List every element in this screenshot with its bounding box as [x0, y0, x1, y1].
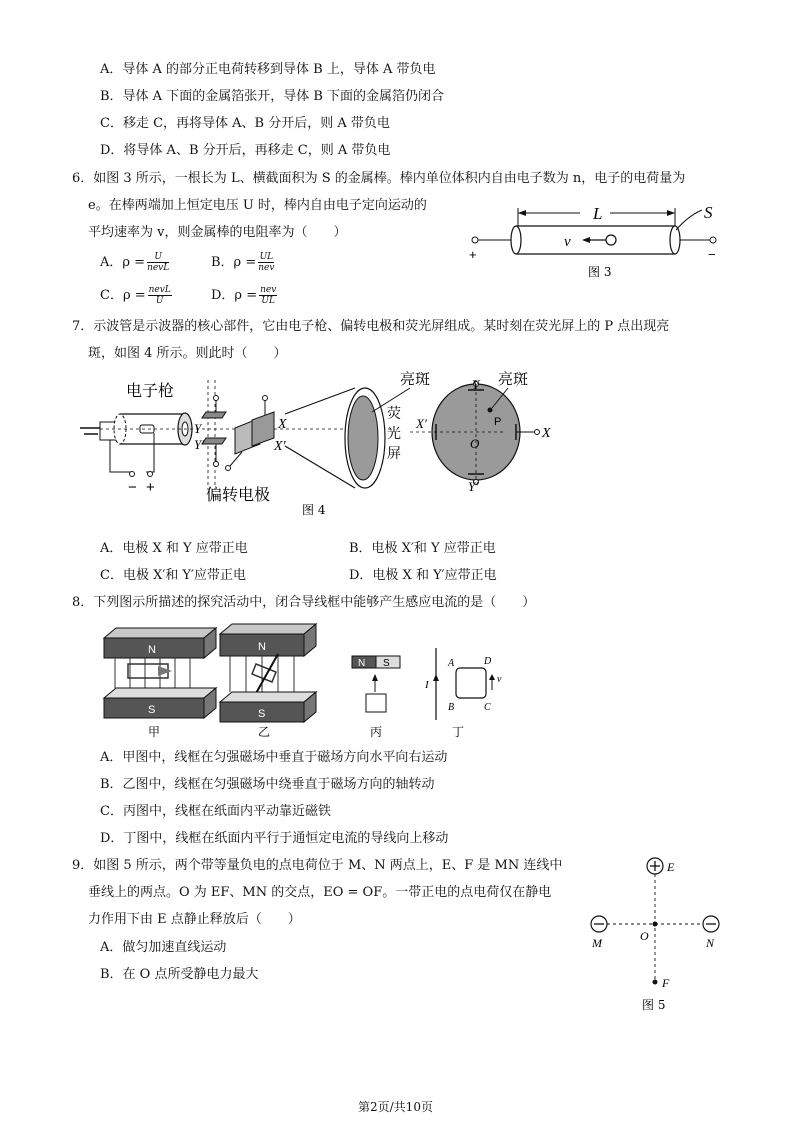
fig4-label-x-plate: X: [278, 417, 287, 432]
q8-option-b: B．乙图中，线框在匀强磁场中绕垂直于磁场方向的轴转动: [100, 777, 435, 792]
q6-stem-line2: e。在棒两端加上恒定电压 U 时，棒内自由电子定向运动的: [88, 198, 427, 213]
fig5-label-o: O: [640, 929, 649, 943]
fig4-label-xp-screen: X′: [416, 416, 427, 431]
q6-stem-line3: 平均速率为 v，则金属棒的电阻率为（ ）: [88, 225, 347, 240]
q8-option-d: D．丁图中，线框在纸面内平行于通恒定电流的导线向上移动: [100, 831, 449, 846]
q9-stem-line3: 力作用下由 E 点静止释放后（ ）: [88, 912, 301, 927]
svg-text:I: I: [425, 679, 429, 691]
fig4-label-o: O: [470, 436, 480, 451]
q8-stem: 8．下列图示所描述的探究活动中，闭合导线框中能够产生感应电流的是（ ）: [72, 595, 536, 610]
fig5-label-n: N: [706, 936, 715, 950]
fig4-label-xp-plate: X′: [274, 439, 286, 454]
fig5-label-f: F: [662, 976, 670, 990]
q6-stem-line1: 6．如图 3 所示，一根长为 L、横截面积为 S 的金属棒。棒内单位体积内自由电子数为 n，电子的电荷量为: [72, 171, 686, 186]
svg-text:甲: 甲: [148, 725, 161, 739]
q9-option-a: A．做匀加速直线运动: [100, 940, 227, 955]
svg-text:乙: 乙: [258, 725, 271, 739]
svg-text:B: B: [448, 702, 455, 713]
svg-text:D: D: [484, 656, 492, 667]
q7-option-d: D．电极 X 和 Y′应带正电: [349, 568, 497, 583]
q9-option-b: B．在 O 点所受静电力最大: [100, 967, 259, 982]
q7-option-a: A．电极 X 和 Y 应带正电: [100, 541, 248, 556]
svg-text:N: N: [358, 658, 366, 669]
fig3-label-l: L: [593, 204, 603, 223]
fig3-label-s: S: [704, 203, 713, 222]
q7-stem-line2: 斑，如图 4 所示。则此时（ ）: [88, 346, 287, 361]
q6-option-a: A．ρ = $\frac{U}{\text{nevL}}$: [100, 252, 170, 273]
svg-text:S: S: [258, 708, 266, 720]
svg-text:S: S: [383, 658, 390, 669]
fig4-plus: +: [146, 479, 155, 496]
fig3-minus: −: [708, 247, 716, 262]
svg-text:丙: 丙: [370, 725, 383, 739]
q9-stem-line1: 9．如图 5 所示，两个带等量负电的点电荷位于 M、N 两点上，E、F 是 MN 连线中: [72, 858, 563, 873]
q6-option-b: B．ρ = $\frac{UL}{\text{nev}}$: [211, 252, 275, 273]
fig5-caption: 图 5: [642, 998, 666, 1012]
q7-option-b: B．电极 X′和 Y 应带正电: [349, 541, 496, 556]
fig5-label-m: M: [592, 936, 602, 950]
figure-3-metal-rod: [460, 196, 730, 286]
fig3-caption: 图 3: [588, 265, 612, 279]
fig4-label-yp-screen: Y′: [468, 479, 479, 494]
q8-option-a: A．甲图中，线框在匀强磁场中垂直于磁场方向水平向右运动: [100, 750, 448, 765]
fig4-label-spot1: 亮斑: [400, 370, 431, 388]
q5-option-d: D．将导体 A、B 分开后，再移走 C，则 A 带负电: [100, 143, 391, 158]
fig4-label-p: P: [494, 416, 502, 428]
svg-text:C: C: [484, 702, 491, 713]
q5-option-c: C．移走 C，再将导体 A、B 分开后，则 A 带负电: [100, 116, 390, 131]
q8-option-c: C．丙图中，线框在纸面内平动靠近磁铁: [100, 804, 331, 819]
fig4-label-y-plate: Y: [194, 421, 202, 436]
figure-5-charges: [580, 852, 730, 1022]
q5-option-a: A．导体 A 的部分正电荷转移到导体 B 上，导体 A 带负电: [100, 62, 436, 77]
svg-text:N: N: [148, 644, 156, 656]
page-footer: 第2页/共10页: [358, 1100, 433, 1114]
fig4-label-gun: 电子枪: [126, 381, 175, 400]
figure-4-oscilloscope-tube: [70, 370, 551, 520]
fig4-minus: −: [128, 479, 137, 496]
q6-option-d: D．ρ = $\frac{\text{nev}}{UL}$: [211, 285, 277, 306]
fig3-plus: +: [469, 247, 477, 262]
svg-text:S: S: [148, 704, 156, 716]
q7-option-c: C．电极 X′和 Y′应带正电: [100, 568, 246, 583]
q5-option-b: B．导体 A 下面的金属箔张开，导体 B 下面的金属箔仍闭合: [100, 89, 445, 104]
fig4-label-y-screen: Y: [472, 377, 480, 392]
fig4-label-screen2: 光: [387, 426, 401, 442]
svg-text:A: A: [448, 658, 455, 669]
fig4-caption: 图 4: [302, 503, 326, 517]
fig8-jia: [104, 628, 216, 739]
fig8-bing: [352, 656, 400, 739]
fig4-label-spot2: 亮斑: [498, 370, 529, 388]
svg-text:v: v: [497, 674, 502, 685]
q9-stem-line2: 垂线上的两点。O 为 EF、MN 的交点，EO = OF。一带正电的点电荷仅在静电: [88, 885, 552, 900]
svg-text:丁: 丁: [452, 725, 465, 739]
svg-text:N: N: [258, 641, 266, 653]
q6-option-c: C．ρ = $\frac{\text{nevL}}{U}$: [100, 285, 171, 306]
q7-stem-line1: 7．示波管是示波器的核心部件，它由电子枪、偏转电极和荧光屏组成。某时刻在荧光屏上的 P 点出现亮: [72, 319, 670, 334]
fig4-label-screen3: 屏: [387, 446, 401, 462]
fig5-label-e: E: [667, 860, 675, 874]
fig4-label-screen1: 荧: [387, 406, 401, 422]
fig3-label-v: v: [564, 234, 571, 250]
fig4-label-deflect: 偏转电极: [206, 485, 271, 504]
fig8-ding: [424, 648, 502, 739]
fig4-label-yp-plate: Y′: [194, 437, 205, 452]
figure-q8-experiments: [100, 620, 520, 745]
fig8-yi: [220, 624, 316, 739]
fig4-label-x-screen: X: [542, 426, 551, 441]
